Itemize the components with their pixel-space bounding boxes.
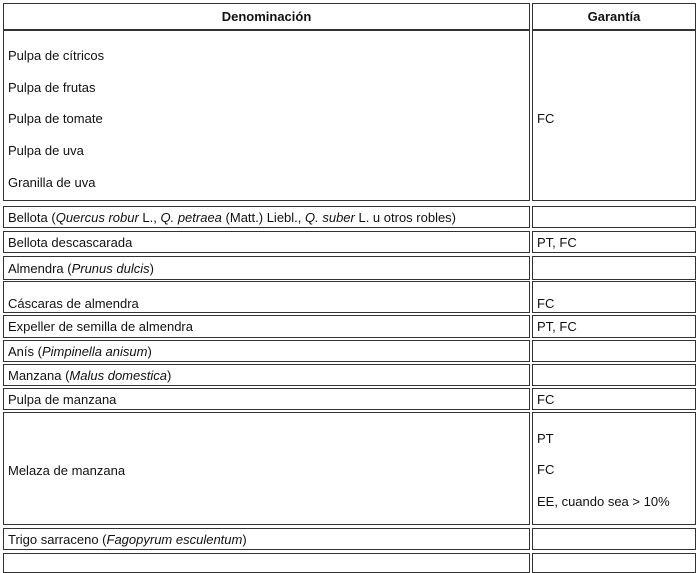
header-denominacion: Denominación [221, 9, 312, 24]
garantia-cell [532, 553, 696, 573]
garantia-cell [532, 231, 696, 253]
name-part: (Matt.) Liebl., [221, 210, 305, 225]
header-garantia-cell [532, 3, 696, 30]
table-row [3, 281, 696, 313]
header-denominacion-cell [3, 3, 530, 30]
denominacion-cell [3, 412, 530, 525]
name-part: Pulpa de tomate [8, 111, 103, 126]
garantia-cell [532, 315, 696, 338]
scientific-name: Pimpinella anisum [41, 344, 148, 359]
table-row [3, 30, 696, 201]
table-row [3, 412, 696, 525]
denominacion-line [8, 532, 247, 547]
table-row [3, 553, 696, 573]
scientific-name: Prunus dulcis [71, 261, 150, 276]
denominacion-line [8, 175, 95, 190]
name-part: Cáscaras de almendra [8, 296, 139, 311]
garantia-cell [532, 364, 696, 386]
garantia-cell [532, 30, 696, 201]
scientific-name: Fagopyrum esculentum [106, 532, 243, 547]
denominacion-cell [3, 553, 530, 573]
scientific-name: Q. suber [305, 210, 355, 225]
name-part: Almendra ( [8, 261, 72, 276]
denominacion-line [8, 111, 103, 126]
scientific-name: Q. petraea [160, 210, 222, 225]
garantia-text: EE, cuando sea > 10% [537, 494, 670, 509]
denominacion-line [8, 48, 104, 63]
denominacion-cell [3, 256, 530, 280]
denominacion-cell [3, 528, 530, 550]
garantia-cell [532, 256, 696, 280]
table-row [3, 256, 696, 280]
name-part: Bellota ( [8, 210, 56, 225]
denominacion-cell [3, 281, 530, 313]
garantia-cell [532, 206, 696, 228]
denominacion-cell [3, 206, 530, 228]
garantia-text: FC [537, 111, 555, 126]
name-part: Pulpa de uva [8, 143, 84, 158]
name-part: ) [147, 344, 152, 359]
denominacion-line [8, 80, 95, 95]
table-row [3, 364, 696, 386]
garantia-text: PT [537, 431, 554, 446]
table-header [3, 3, 696, 30]
header-garantia: Garantía [587, 9, 641, 24]
table-row [3, 315, 696, 338]
name-part: Bellota descascarada [8, 235, 133, 250]
name-part: Melaza de manzana [8, 463, 126, 478]
name-part: Anís ( [8, 344, 42, 359]
denominacion-cell [3, 315, 530, 338]
name-part: Trigo sarraceno ( [8, 532, 107, 547]
table-row [3, 231, 696, 253]
garantia-text: FC [537, 296, 555, 311]
denominacion-line [8, 235, 132, 250]
name-part: ) [149, 261, 154, 276]
denominacion-cell [3, 231, 530, 253]
garantia-text: PT, FC [537, 319, 577, 334]
denominacion-line [8, 368, 171, 383]
name-part: Manzana ( [8, 368, 70, 383]
denominacion-cell [3, 364, 530, 386]
denominacion-line [8, 143, 84, 158]
table-row [3, 388, 696, 410]
table-row [3, 340, 696, 362]
name-part: Pulpa de manzana [8, 392, 117, 407]
denominacion-line [8, 210, 456, 225]
name-part: L. u otros robles) [354, 210, 457, 225]
name-part: Expeller de semilla de almendra [8, 319, 193, 334]
table-row [3, 206, 696, 228]
name-part: Granilla de uva [8, 175, 96, 190]
table-row [3, 528, 696, 550]
denominacion-line [8, 319, 193, 334]
garantia-cell [532, 388, 696, 410]
denominacion-cell [3, 30, 530, 201]
denominacion-line [8, 344, 152, 359]
scientific-name: Quercus robur [55, 210, 139, 225]
garantia-text: PT, FC [537, 235, 577, 250]
garantia-text: FC [537, 392, 555, 407]
name-part: ) [166, 368, 172, 383]
denominacion-cell [3, 388, 530, 410]
denominacion-line [8, 296, 139, 311]
garantia-cell [532, 412, 696, 525]
garantia-text: FC [537, 462, 555, 477]
denominacion-cell [3, 340, 530, 362]
garantia-cell [532, 340, 696, 362]
name-part: Pulpa de frutas [8, 80, 96, 95]
denominacion-line [8, 261, 154, 276]
name-part: Pulpa de cítricos [8, 48, 105, 63]
denominacion-line [8, 463, 125, 478]
name-part: L., [138, 210, 161, 225]
denominacion-line [8, 392, 116, 407]
garantia-cell [532, 528, 696, 550]
name-part: ) [242, 532, 247, 547]
garantia-cell [532, 281, 696, 313]
scientific-name: Malus domestica [69, 368, 167, 383]
